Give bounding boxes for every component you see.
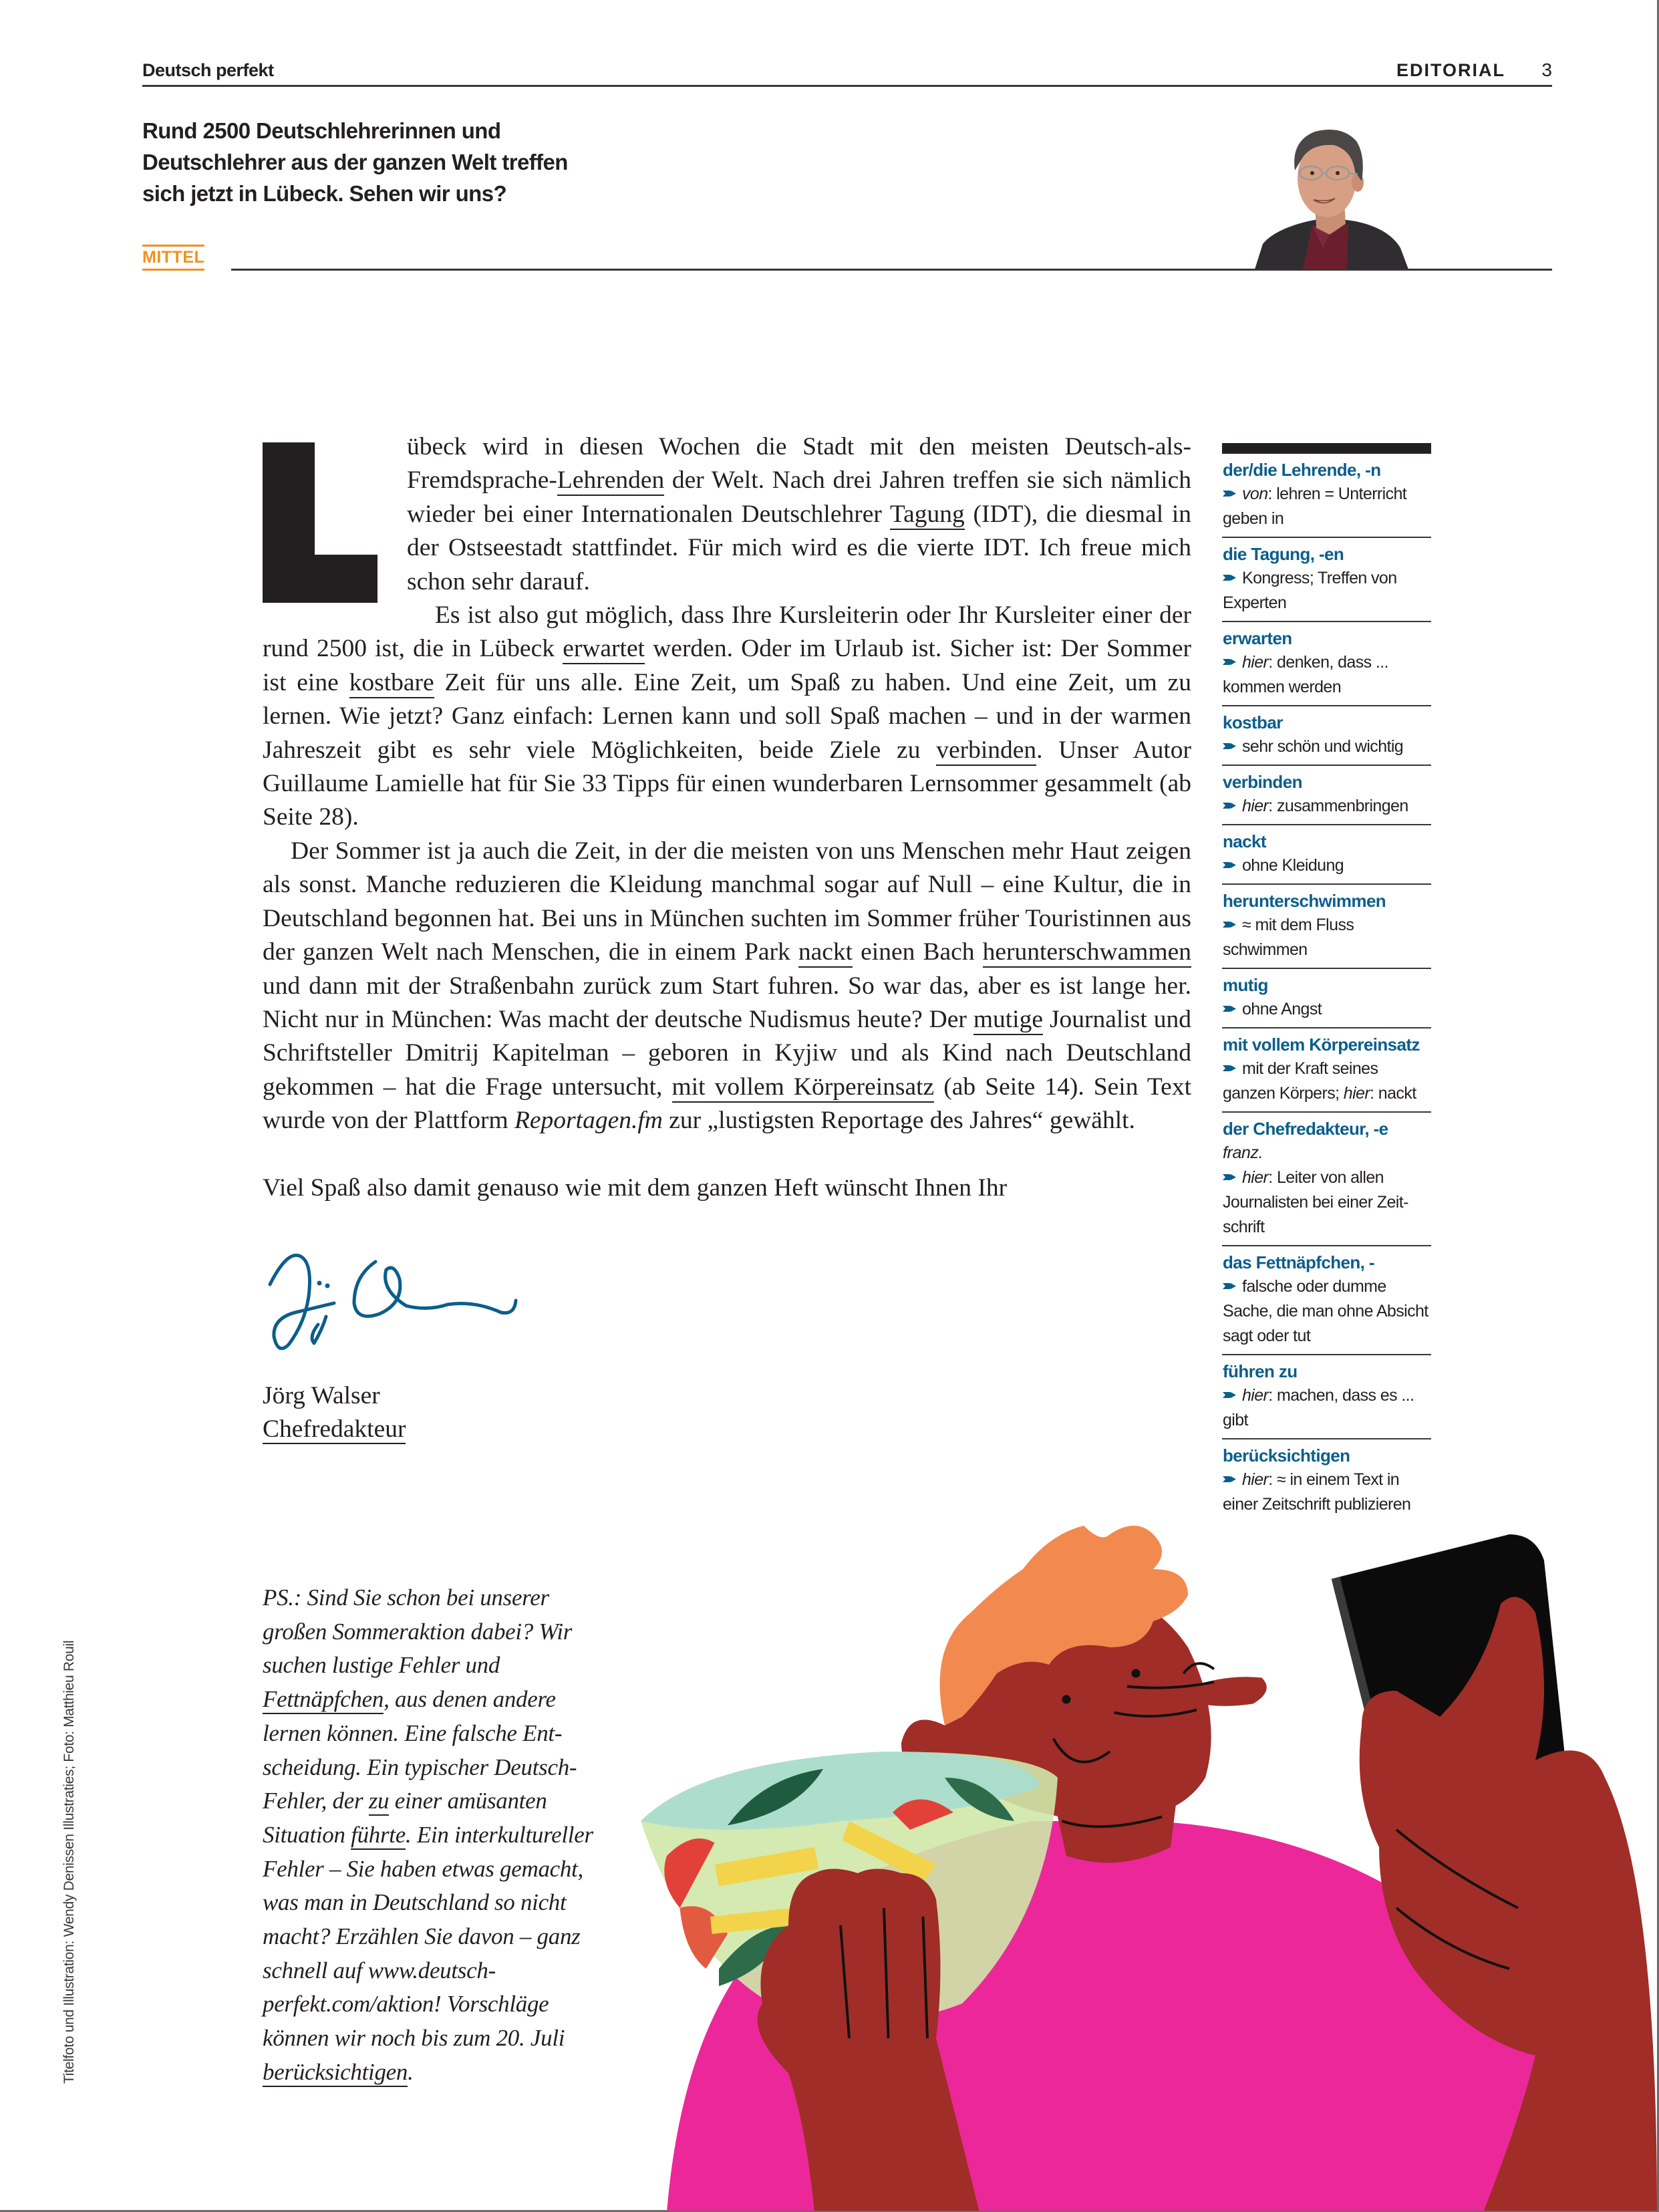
section-name: EDITORIAL <box>1396 60 1505 80</box>
glossary-origin: franz. <box>1223 1143 1263 1162</box>
page-number: 3 <box>1541 59 1552 80</box>
running-head <box>142 59 1552 87</box>
illustration-person-salad-phone <box>615 1517 1657 2211</box>
glossary-term: führen zu <box>1223 1361 1298 1381</box>
glossary-entry: berücksichtigen hier: ≈ in einem Text in einer Zeitschrift publizieren <box>1222 1439 1431 1522</box>
definition-arrow-icon <box>1223 1283 1236 1289</box>
closing-line: Viel Spaß also damit genauso wie mit dem ganzen Heft wünscht Ihnen Ihr <box>263 1173 1008 1202</box>
glossary-entry: mit vollem Körpereinsatz mit der Kraft seines ganzen Körpers; hier: nackt <box>1222 1028 1431 1113</box>
postscript: PS.: Sind Sie schon bei unserer großen Sommeraktion dabei? Wir suchen lustige Fehler und Fettnäpfchen, aus denen andere lernen können. Eine falsche Entscheidung. Ein typischer Deutsch-Fehler, der zu einer amüsanten Situation führte. Ein interkultureller Fehler – Sie haben etwas gemacht, was man in Deutschland so nicht macht? Erzählen Sie davon – ganz schnell auf www.deutsch-perfekt.com/aktion! Vorschläge können wir noch bis zum 20. Juli berücksichtigen. <box>263 1581 610 2090</box>
glossary-term: nackt <box>1223 831 1266 851</box>
teaser-line: Rund 2500 Deutschlehrerinnen und <box>142 118 501 143</box>
vocab-link-beruecksichtigen[interactable]: berücksichtigen <box>263 2059 408 2087</box>
vocab-link-nackt[interactable]: nackt <box>798 938 853 968</box>
glossary-entry: die Tagung, -en Kongress; Treffen von Experten <box>1222 538 1431 622</box>
glossary-term: verbinden <box>1223 772 1302 792</box>
glossary-entry: nackt ohne Kleidung <box>1222 825 1431 885</box>
glossary-term: kostbar <box>1223 712 1283 732</box>
platform-name: Reportagen.fm <box>514 1107 663 1135</box>
glossary-entry: verbinden hier: zusammenbringen <box>1222 766 1431 825</box>
vocab-link-fettnaepfchen[interactable]: Fettnäpfchen <box>263 1686 384 1714</box>
photo-credit: Titelfoto und Illustration: Wendy Denissen Illustraties; Foto: Matthieu Rouil <box>61 1640 77 2084</box>
definition-arrow-icon <box>1223 1065 1236 1071</box>
author-signoff <box>263 1379 406 1446</box>
definition-arrow-icon <box>1223 491 1236 497</box>
glossary-entry: erwarten hier: denken, dass ... kommen werden <box>1222 622 1431 706</box>
glossary-entry: führen zu hier: machen, dass es ... gibt <box>1222 1355 1431 1439</box>
vocab-link-tagung[interactable]: Tagung <box>890 501 965 530</box>
vocab-link-koerpereinsatz[interactable]: mit vollem Körpereinsatz <box>672 1073 935 1103</box>
level-badge: MITTEL <box>142 245 204 271</box>
definition-arrow-icon <box>1223 575 1236 581</box>
glossary-entry: kostbar sehr schön und wichtig <box>1222 706 1431 766</box>
glossary-entry: der Chefredakteur, -e franz. hier: Leiter von allen Journalisten bei einer Zeitschrift <box>1222 1113 1431 1246</box>
vocabulary-glossary <box>1222 443 1431 1522</box>
definition-arrow-icon <box>1223 922 1236 928</box>
vocab-link-mutige[interactable]: mutige <box>973 1006 1043 1035</box>
vocab-link-lehrenden[interactable]: Lehrenden <box>557 466 664 496</box>
magazine-brand: Deutsch perfekt <box>142 60 274 80</box>
definition-arrow-icon <box>1223 803 1236 809</box>
vocab-link-erwartet[interactable]: erwartet <box>563 635 645 664</box>
definition-arrow-icon <box>1223 862 1236 868</box>
glossary-entry: der/die Lehrende, -n von: lehren = Unterricht geben in <box>1222 454 1431 538</box>
definition-arrow-icon <box>1223 1174 1236 1180</box>
definition-arrow-icon <box>1223 1392 1236 1398</box>
definition-arrow-icon <box>1223 743 1236 749</box>
author-role-link[interactable]: Chefredakteur <box>263 1415 406 1443</box>
glossary-term: erwarten <box>1223 628 1292 648</box>
handwritten-signature <box>261 1236 521 1350</box>
paragraph-3: Der Sommer ist ja auch die Zeit, in der die meisten von uns Menschen mehr Haut zeigen als sonst. Manche reduzieren die Kleidung manchmal sogar auf Null – eine Kultur, die in Deutschland begonnen hat. Bei uns in München suchten im Sommer früher Touristinnen aus der ganzen Welt nach Menschen, die in einem Park nackt einen Bach herunterschwammen und dann mit der Straßenbahn zurück zum Start fuhren. So war das, aber es ist lange her. Nicht nur in München: Was macht der deutsche Nudismus heute? Der mutige Journalist und Schriftsteller Dmitrij Kapitelman – geboren in Kyjiw und als Kind nach Deutschland gekommen – hat die Frage untersucht, mit vollem Körpereinsatz (ab Seite 14). Sein Text wurde von der Plattform Reportagen.fm zur „lustigsten Reportage des Jahres“ gewählt. <box>263 837 1192 1135</box>
glossary-term: der Chefredakteur, -e <box>1223 1119 1388 1139</box>
definition-arrow-icon <box>1223 659 1236 665</box>
glossary-entry: mutig ohne Angst <box>1222 969 1431 1028</box>
vocab-link-herunterschwammen[interactable]: herunterschwammen <box>983 938 1191 968</box>
dropcap-letter-l <box>263 442 390 603</box>
glossary-entry: herunterschwimmen ≈ mit dem Fluss schwimmen <box>1222 885 1431 969</box>
definition-arrow-icon <box>1223 1476 1236 1482</box>
paragraph-1: übeck wird in diesen Wochen die Stadt mit den meisten Deutsch-als-Fremdsprache-Lehrenden der Welt. Nach drei Jahren treffen sie sich nämlich wieder bei einer Internationalen Deutschlehrer Tagung (IDT), die diesmal in der Ostseestadt stattfindet. Für mich wird es die vierte IDT. Ich freue mich schon sehr darauf. <box>263 430 1191 599</box>
teaser-headline <box>142 115 650 209</box>
author-portrait <box>1248 117 1415 269</box>
vocab-link-kostbare[interactable]: kostbare <box>349 669 434 698</box>
glossary-term: das Fettnäpfchen, - <box>1223 1252 1374 1272</box>
glossary-entry: das Fettnäpfchen, - falsche oder dumme Sache, die man ohne Absicht sagt oder tut <box>1222 1246 1431 1355</box>
editorial-body <box>263 430 1191 1205</box>
author-name: Jörg Walser <box>263 1382 380 1409</box>
vocab-link-fuehrte[interactable]: führte <box>351 1822 406 1850</box>
teaser-line: sich jetzt in Lübeck. Sehen wir uns? <box>142 181 507 206</box>
vocab-link-zu[interactable]: zu <box>369 1788 390 1816</box>
glossary-top-bar <box>1222 443 1431 454</box>
definition-arrow-icon <box>1223 1006 1236 1012</box>
teaser-line: Deutschlehrer aus der ganzen Welt treffen <box>142 150 568 174</box>
vocab-link-verbinden[interactable]: verbinden <box>936 736 1036 766</box>
glossary-term: mutig <box>1223 975 1268 995</box>
glossary-term: herunterschwimmen <box>1223 891 1386 911</box>
glossary-term: berücksichtigen <box>1223 1445 1350 1466</box>
glossary-term: mit vollem Körpereinsatz <box>1223 1034 1420 1055</box>
paragraph-2: Es ist also gut möglich, dass Ihre Kursleiterin oder Ihr Kursleiter einer der rund 2500 ist, die in Lübeck erwartet werden. Oder im Urlaub ist. Sicher ist: Der Sommer ist eine kostbare Zeit für uns alle. Eine Zeit, um Spaß zu haben. Und eine Zeit, um zu lernen. Wie jetzt? Ganz einfach: Lernen kann und soll Spaß machen – und in der warmen Jahreszeit gibt es sehr viele Möglichkeiten, beide Ziele zu verbinden. Unser Autor Guillaume Lamielle hat für Sie 33 Tipps für einen wunderbaren Lernsommer gesammelt (ab Seite 28). <box>263 601 1191 831</box>
glossary-term: der/die Lehrende, -n <box>1223 460 1381 480</box>
glossary-term: die Tagung, -en <box>1223 544 1344 564</box>
